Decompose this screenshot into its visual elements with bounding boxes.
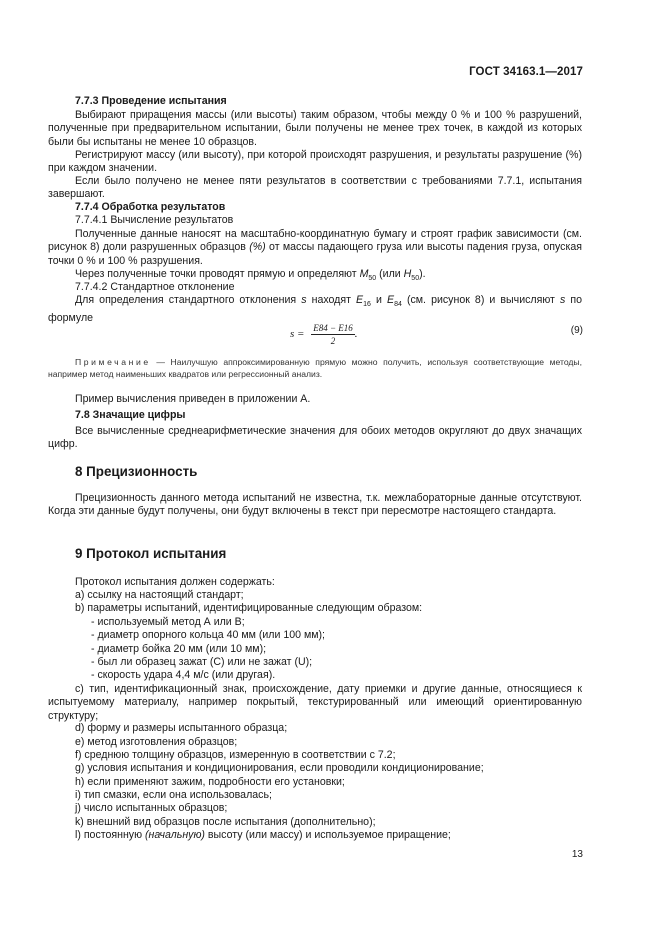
- note: Примечание — Наилучшую аппроксимированную прямую можно получить, используя соответствующие методы, например метод наименьших квадратов или регрессионный анализ.: [48, 357, 582, 379]
- paragraph: Через полученные точки проводят прямую и определяют $M_{50}$ (или $H_{50}$).: [75, 268, 426, 283]
- page-number: 13: [571, 849, 583, 860]
- standard-header: ГОСТ 34163.1—2017: [469, 66, 583, 78]
- list-subitem: - диаметр опорного кольца 40 мм (или 100 мм);: [91, 629, 325, 641]
- paragraph: Полученные данные наносят на масштабно-координатную бумагу и строят график зависимости (см. рисунок 8) доли разрушенных образцов (%) от массы падающего груза или высоты падения груза, опуская точки 0 % и 100 % разрушения.: [48, 228, 582, 267]
- list-item: d) форму и размеры испытанного образца;: [75, 722, 288, 734]
- list-item: i) тип смазки, если она использовалась;: [75, 789, 272, 801]
- list-item: j) число испытанных образцов;: [75, 802, 228, 814]
- list-item: f) среднюю толщину образцов, измеренную в соответствии с 7.2;: [75, 749, 396, 761]
- list-subitem: - был ли образец зажат (С) или не зажат (U);: [91, 656, 313, 668]
- paragraph: Если было получено не менее пяти результатов в соответствии с требованиями 7.7.1, испытания завершают.: [48, 175, 582, 201]
- list-subitem: - скорость удара 4,4 м/с (или другая).: [91, 669, 276, 681]
- section-8-title: 8 Прецизионность: [75, 464, 198, 479]
- paragraph: Для определения стандартного отклонения s находят $E_{16}$ и $E_{84}$ (см. рисунок 8) и вычисляют s по формуле: [48, 294, 582, 324]
- paragraph: Выбирают приращения массы (или высоты) таким образом, чтобы между 0 % и 100 % разрушений, полученные при предварительном испытании, были получены не менее трех точек, в каждой из которых были бы испытаны не менее 10 образцов.: [48, 109, 582, 148]
- section-7-7-4-title: 7.7.4 Обработка результатов: [75, 201, 226, 213]
- section-9-title: 9 Протокол испытания: [75, 546, 227, 561]
- list-item: g) условия испытания и кондиционирования, если проводили кондиционирование;: [75, 762, 484, 774]
- list-item: с) тип, идентификационный знак, происхождение, дату приемки и другие данные, относящиеся к испытуемому материалу, например покрытый, текстурированный или имеющий ориентированную структуру;: [48, 683, 582, 722]
- subsection-7-7-4-1-title: 7.7.4.1 Вычисление результатов: [75, 214, 234, 226]
- list-item: l) постоянную (начальную) высоту (или массу) и используемое приращение;: [75, 829, 451, 841]
- paragraph: Регистрируют массу (или высоту), при которой происходят разрушения, и результаты разрушение (%) при каждом значении.: [48, 149, 582, 175]
- paragraph: Все вычисленные среднеарифметические значения для обоих методов округляют до двух значащих цифр.: [48, 425, 582, 451]
- subsection-7-7-4-2-title: 7.7.4.2 Стандартное отклонение: [75, 281, 235, 293]
- paragraph: Пример вычисления приведен в приложении А.: [75, 393, 311, 405]
- list-item: k) внешний вид образцов после испытания (дополнительно);: [75, 816, 376, 828]
- list-item: а) ссылку на настоящий стандарт;: [75, 589, 244, 601]
- list-subitem: - используемый метод А или В;: [91, 616, 245, 628]
- paragraph: Прецизионность данного метода испытаний не известна, т.к. межлабораторные данные отсутствуют. Когда эти данные будут получены, они будут включены в текст при пересмотре настоящего стандарта.: [48, 492, 582, 518]
- list-subitem: - диаметр бойка 20 мм (или 10 мм);: [91, 643, 267, 655]
- equation-number: (9): [570, 325, 583, 336]
- section-7-7-3-title: 7.7.3 Проведение испытания: [75, 95, 227, 107]
- list-item: b) параметры испытаний, идентифицированные следующим образом:: [75, 602, 423, 614]
- section-7-8-title: 7.8 Значащие цифры: [75, 409, 186, 421]
- formula-9: s = $\frac{E84 - E16}{2}$ .: [290, 323, 358, 346]
- list-item: е) метод изготовления образцов;: [75, 736, 238, 748]
- list-item: h) если применяют зажим, подробности его установки;: [75, 776, 345, 788]
- paragraph: Протокол испытания должен содержать:: [75, 576, 275, 588]
